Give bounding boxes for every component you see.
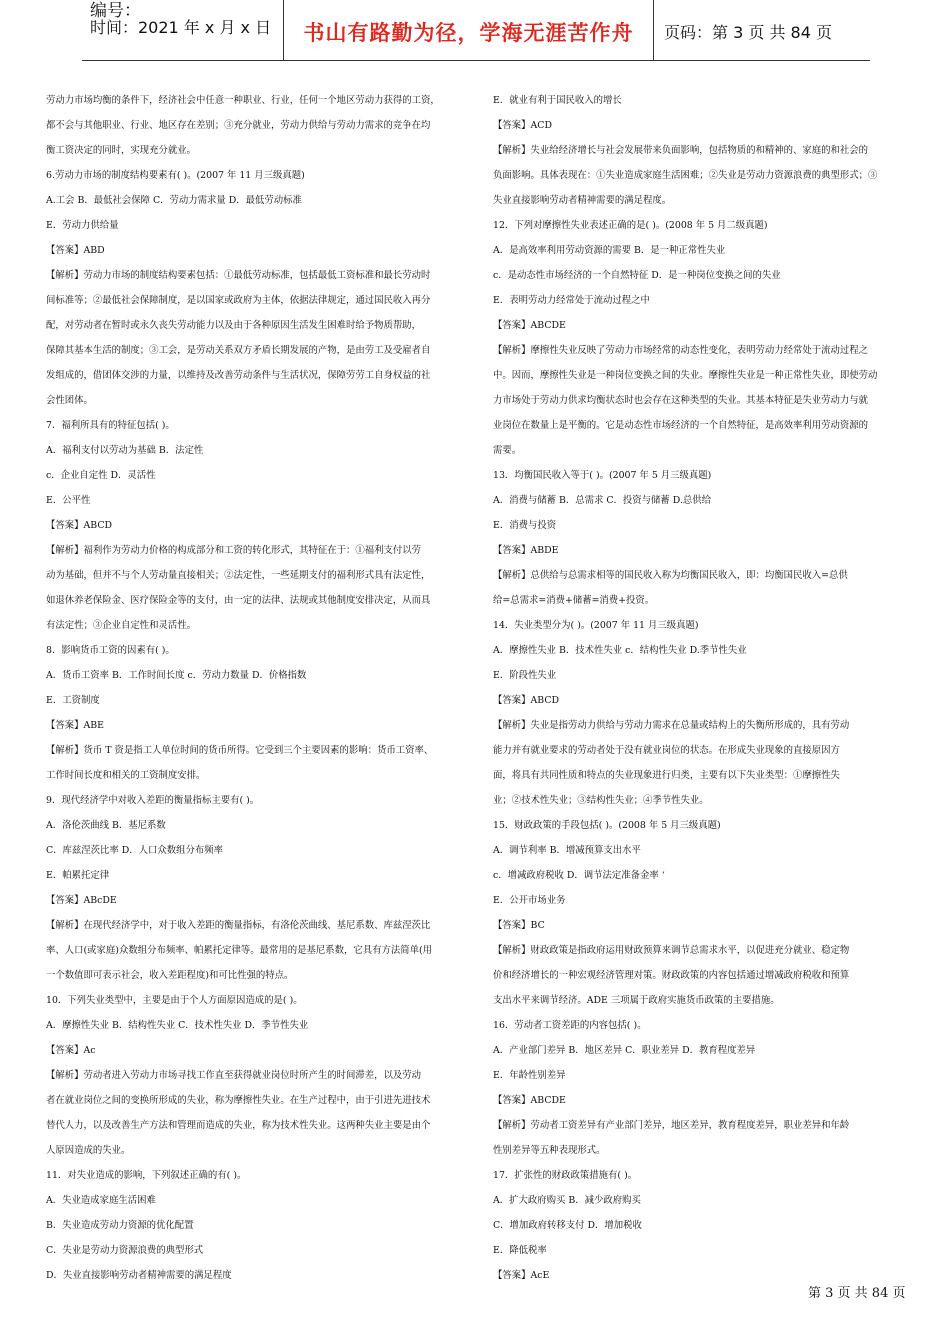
text-line: A．洛伦茨曲线 B．基尼系数 (46, 820, 166, 831)
text-line: 8．影响货币工资的因素有( )。 (46, 645, 175, 656)
text-line: 9．现代经济学中对收入差距的衡量指标主要有( )。 (46, 795, 260, 806)
text-line: 【答案】ABCDE (493, 1095, 566, 1106)
text-line: E．年龄性别差异 (493, 1070, 566, 1081)
text-line: 16．劳动者工资差距的内容包括( )。 (493, 1020, 647, 1031)
text-line: B．失业造成劳动力资源的优化配置 (46, 1220, 194, 1231)
text-line: 一个数值即可表示社会，收入差距程度)和可比性强的特点。 (46, 970, 294, 981)
page-header (82, 0, 870, 62)
text-line: 如退休养老保险金、医疗保险金等的支付，由一定的法律、法规或其他制度安排决定，从而具 (46, 595, 431, 606)
text-line: 间标准等；②最低社会保障制度，是以国家或政府为主体，依据法律规定，通过国民收入再分 (46, 295, 431, 306)
text-line: 【解析】财政政策是指政府运用财政预算来调节总需求水平，以促进充分就业、稳定物 (493, 945, 850, 956)
text-line: 工作时间长度和相关的工资制度安排。 (46, 770, 206, 781)
text-line: 性别差异等五种表现形式。 (493, 1145, 606, 1156)
header-divider (82, 60, 870, 61)
text-line: E．工资制度 (46, 695, 100, 706)
text-line: 【答案】ABDE (493, 545, 559, 556)
header-meta-cell (82, 0, 284, 60)
text-line: D．失业直接影响劳动者精神需要的满足程度 (46, 1270, 232, 1281)
time-label: 时间：2021 年 x 月 x 日 (90, 18, 272, 37)
text-line: 12．下列对摩擦性失业表述正确的是( )。(2008 年 5 月二级真题) (493, 220, 768, 231)
text-line: 10．下列失业类型中，主要是由于个人方面原因造成的是( )。 (46, 995, 303, 1006)
text-line: 17．扩张性的财政政策措施有( )。 (493, 1170, 638, 1181)
text-line: 11．对失业造成的影响，下列叙述正确的有( )。 (46, 1170, 247, 1181)
text-line: E．消费与投资 (493, 520, 557, 531)
text-line: 【解析】劳动力市场的制度结构要素包括：①最低劳动标准，包括最低工资标准和最长劳动时 (46, 270, 431, 281)
text-line: 【答案】ABcDE (46, 895, 117, 906)
text-line: A．是高效率利用劳动资源的需要 B．是一种正常性失业 (493, 245, 726, 256)
text-line: 给=总需求=消费+储蓄=消费+投资。 (493, 595, 655, 606)
text-line: C．增加政府转移支付 D．增加税收 (493, 1220, 642, 1231)
slogan: 书山有路勤为径，学海无涯苦作舟 (303, 21, 634, 45)
text-line: c．企业自定性 D．灵活性 (46, 470, 156, 481)
text-line: 负面影响。具体表现在：①失业造成家庭生活困难；②失业是劳动力资源浪费的典型形式；③ (493, 170, 878, 181)
text-line: c．增减政府税收 D．调节法定准备金率 ‘ (493, 870, 665, 881)
text-line: 人原因造成的失业。 (46, 1145, 131, 1156)
right-text-column (493, 88, 911, 1288)
text-line: 【答案】ABE (46, 720, 105, 731)
text-line: 【答案】BC (493, 920, 545, 931)
text-line: 动为基础，但并不与个人劳动量直接相关；②法定性，一些延期支付的福利形式具有法定性， (46, 570, 431, 581)
text-line: 有法定性；③企业自定性和灵活性。 (46, 620, 197, 631)
text-line: 【解析】摩擦性失业反映了劳动力市场经常的动态性变化，表明劳动力经常处于流动过程之 (493, 345, 869, 356)
footer-page-number: 第 3 页 共 84 页 (808, 1286, 906, 1301)
text-line: C．失业是劳动力资源浪费的典型形式 (46, 1245, 204, 1256)
text-line: 发组成的，借团体交涉的力量，以维持及改善劳动条件与生活状况，保障劳劳工自身权益的社 (46, 370, 431, 381)
text-line: 【答案】ABCD (493, 695, 560, 706)
text-line: E．公开市场业务 (493, 895, 566, 906)
text-line: 14．失业类型分为( )。(2007 年 11 月三级真题) (493, 620, 699, 631)
text-line: 6.劳动力市场的制度结构要素有( )。(2007 年 11 月三级真题) (46, 170, 305, 181)
text-line: 价和经济增长的一种宏观经济管理对策。财政政策的内容包括通过增减政府税收和预算 (493, 970, 850, 981)
text-line: 【解析】货币 T 资是指工人单位时间的货币所得。它受到三个主要因素的影响：货币工资率、 (46, 745, 434, 756)
text-line: 者在就业岗位之间的变换所形成的失业，称为摩擦性失业。在生产过程中，由于引进先进技术 (46, 1095, 431, 1106)
text-line: 【答案】Ac (46, 1045, 96, 1056)
text-line: A．福利支付以劳动为基础 B．法定性 (46, 445, 204, 456)
text-line: 能力并有就业要求的劳动者处于没有就业岗位的状态。在形成失业现象的直接原因方 (493, 745, 840, 756)
text-line: 会性团体。 (46, 395, 93, 406)
text-line: A．产业部门差异 B．地区差异 C．职业差异 D．教育程度差异 (493, 1045, 756, 1056)
text-line: 15．财政政策的手段包括( )。(2008 年 5 月三级真题) (493, 820, 721, 831)
text-line: 【答案】ABCDE (493, 320, 566, 331)
text-line: 失业直接影响劳动者精神需要的满足程度。 (493, 195, 672, 206)
text-line: E．阶段性失业 (493, 670, 557, 681)
text-line: E．就业有利于国民收入的增长 (493, 95, 622, 106)
text-line: 力市场处于劳动力供求均衡状态时也会存在这种类型的失业。其基本特征是失业劳动力与就 (493, 395, 869, 406)
text-line: 劳动力市场均衡的条件下，经济社会中任意一种职业、行业，任何一个地区劳动力获得的工资， (46, 95, 440, 106)
text-line: 需要。 (493, 445, 522, 456)
left-text-column (46, 88, 464, 1288)
text-line: 替代人力，以及改善生产方法和管理而造成的失业，称为技术性失业。这两种失业主要是由个 (46, 1120, 431, 1131)
text-line: A．摩擦性失业 B．技术性失业 c．结构性失业 D.季节性失业 (493, 645, 747, 656)
text-line: 【解析】劳动者进入劳动力市场寻找工作直至获得就业岗位时所产生的时间滞差，以及劳动 (46, 1070, 422, 1081)
text-line: 【解析】失业是指劳动力供给与劳动力需求在总量或结构上的失衡所形成的，具有劳动 (493, 720, 850, 731)
text-line: 支出水平来调节经济。ADE 三项属于政府实施货币政策的主要措施。 (493, 995, 780, 1006)
text-line: 【解析】总供给与总需求相等的国民收入称为均衡国民收入，即：均衡国民收入=总供 (493, 570, 848, 581)
text-line: 【解析】失业给经济增长与社会发展带来负面影响，包括物质的和精神的、家庭的和社会的 (493, 145, 869, 156)
text-line: 13．均衡国民收入等于( )。(2007 年 5 月三级真题) (493, 470, 712, 481)
text-line: 都不会与其他职业、行业、地区存在差别；③充分就业，劳动力供给与劳动力需求的竞争在均 (46, 120, 431, 131)
text-line: E．降低税率 (493, 1245, 547, 1256)
text-line: 配，对劳动者在暂时或永久丧失劳动能力以及由于各种原因生活发生困难时给予物质帮助， (46, 320, 422, 331)
text-line: 【解析】劳动者工资差异有产业部门差异，地区差异，教育程度差异，职业差异和年龄 (493, 1120, 850, 1131)
header-slogan-cell (284, 0, 654, 60)
doc-id-label: 编号： (90, 1, 141, 21)
text-line: A．扩大政府购买 B．减少政府购买 (493, 1195, 641, 1206)
text-line: c．是动态性市场经济的一个自然特征 D．是一种岗位变换之间的失业 (493, 270, 781, 281)
text-line: 【解析】在现代经济学中，对于收入差距的衡量指标，有洛伦茨曲线、基尼系数、库兹涅茨比 (46, 920, 431, 931)
text-line: 业岗位在数量上是平衡的。它是动态性市场经济的一个自然特征，是高效率利用劳动资源的 (493, 420, 869, 431)
text-line: E．公平性 (46, 495, 91, 506)
text-line: 业；②技术性失业；③结构性失业；④季节性失业。 (493, 795, 709, 806)
text-line: C．库兹涅茨比率 D．人口众数组分布频率 (46, 845, 224, 856)
text-line: 【答案】ABD (46, 245, 105, 256)
text-line: 率、人口(或家庭)众数组分布频率、帕累托定律等。最常用的是基尼系数，它具有方法简单(用 (46, 945, 432, 956)
text-line: E．表明劳动力经常处于流动过程之中 (493, 295, 650, 306)
text-line: 【解析】福利作为劳动力价格的构成部分和工资的转化形式，其特征在于：①福利支付以劳 (46, 545, 422, 556)
text-line: 7．福利所具有的特征包括( )。 (46, 420, 175, 431)
text-line: A．调节利率 B．增减预算支出水平 (493, 845, 641, 856)
text-line: 【答案】ABCD (46, 520, 113, 531)
text-line: 【答案】AcE (493, 1270, 550, 1281)
text-line: 面，将具有共同性质和特点的失业现象进行归类，主要有以下失业类型：①摩擦性失 (493, 770, 840, 781)
text-line: 衡工资决定的同时，实现充分就业。 (46, 145, 197, 156)
text-line: E．劳动力供给量 (46, 220, 119, 231)
text-line: E．帕累托定律 (46, 870, 110, 881)
text-line: A．消费与储蓄 B．总需求 C．投资与储蓄 D.总供给 (493, 495, 712, 506)
text-line: A．失业造成家庭生活困难 (46, 1195, 156, 1206)
text-line: A．摩擦性失业 B．结构性失业 C．技术性失业 D．季节性失业 (46, 1020, 309, 1031)
text-line: 保障其基本生活的制度；③工会，是劳动关系双方矛盾长期发展的产物，是由劳工及受雇者自 (46, 345, 431, 356)
text-line: A．货币工资率 B．工作时间长度 c．劳动力数量 D．价格指数 (46, 670, 307, 681)
text-line: 【答案】ACD (493, 120, 552, 131)
header-page-cell (654, 0, 870, 60)
text-line: A.工会 B．最低社会保障 C．劳动力需求量 D．最低劳动标准 (46, 195, 302, 206)
text-line: 中。因而，摩擦性失业是一种岗位变换之间的失业。摩擦性失业是一种正常性失业，即使劳动 (493, 370, 878, 381)
header-page-number: 页码：第 3 页 共 84 页 (664, 23, 832, 42)
